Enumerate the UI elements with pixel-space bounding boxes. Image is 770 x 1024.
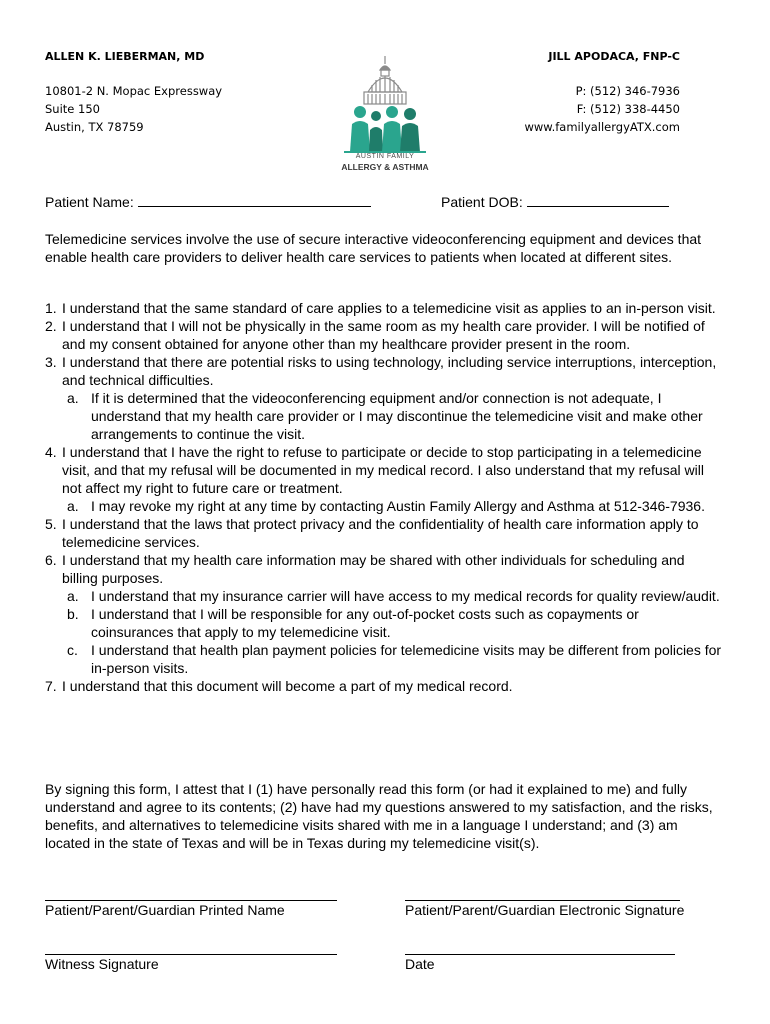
sub-list-item: b. I understand that I will be responsible for any out-of-pocket costs such as copayments or coinsurances that apply to my telemedicine visit. <box>67 606 639 640</box>
address-line-1: 10801-2 N. Mopac Expressway <box>45 84 223 98</box>
witness-signature-label: Witness Signature <box>45 956 159 972</box>
sub-list-item: a. I may revoke my right at any time by contacting Austin Family Allergy and Asthma at 512-346-7936. <box>67 498 705 514</box>
patient-dob-field <box>441 192 669 210</box>
patient-name-field <box>45 192 371 210</box>
website-link[interactable]: www.familyallergyATX.com <box>524 120 680 134</box>
contact-block <box>524 48 680 136</box>
list-item: 3. I understand that there are potential risks to using technology, including service interruptions, interception, and technical difficulties. <box>45 354 717 388</box>
electronic-signature-label: Patient/Parent/Guardian Electronic Signature <box>405 902 685 918</box>
family-figures-icon <box>344 106 426 152</box>
printed-name-label: Patient/Parent/Guardian Printed Name <box>45 902 285 918</box>
patient-name-label: Patient Name: <box>45 194 134 210</box>
date-label: Date <box>405 956 435 972</box>
consent-list <box>45 299 723 695</box>
patient-dob-label: Patient DOB: <box>441 194 523 210</box>
list-item: 7. I understand that this document will become a part of my medical record. <box>45 678 513 694</box>
address-line-2: Suite 150 <box>45 102 100 116</box>
list-item: 4. I understand that I have the right to refuse to participate or decide to stop participating in a telemedicine visit, and that my refusal will be documented in my medical record. I also understand that my refusal will not affect my right to future care or treatment. <box>45 444 704 496</box>
intro-paragraph: Telemedicine services involve the use of secure interactive videoconferencing equipment and devices that enable health care providers to deliver health care services to patients when located at different sites. <box>45 231 702 265</box>
phone-number: P: (512) 346-7936 <box>575 84 680 98</box>
capitol-dome-icon <box>364 56 406 104</box>
list-item: 5. I understand that the laws that protect privacy and the confidentiality of health care information apply to telemedicine services. <box>45 516 699 550</box>
patient-name-input[interactable] <box>138 192 371 207</box>
sub-list-item: a. I understand that my insurance carrier will have access to my medical records for quality review/audit. <box>67 588 720 604</box>
witness-signature-line[interactable] <box>45 954 337 955</box>
electronic-signature-line[interactable] <box>405 900 680 901</box>
date-line[interactable] <box>405 954 675 955</box>
printed-name-line[interactable] <box>45 900 337 901</box>
address-line-3: Austin, TX 78759 <box>45 120 144 134</box>
list-item: 1. I understand that the same standard of care applies to a telemedicine visit as applies to an in-person visit. <box>45 300 716 316</box>
list-item: 2. I understand that I will not be physically in the same room as my health care provider. I will be notified of and my consent obtained for anyone other than my healthcare provider present in the room. <box>45 318 705 352</box>
list-item: 6. I understand that my health care information may be shared with other individuals for scheduling and billing purposes. <box>45 552 685 586</box>
logo-text-allergy-asthma: ALLERGY & ASTHMA <box>341 162 429 172</box>
physician-name: ALLEN K. LIEBERMAN, MD <box>45 50 205 63</box>
attestation-paragraph: By signing this form, I attest that I (1) have personally read this form (or had it explained to me) and fully understand and agree to its contents; (2) have had my questions answered to my satisfaction, and the risks, benefits, and alternatives to telemedicine visits shared with me in a language I understand; and (3) am located in the state of Texas and will be in Texas during my telemedicine visit(s). <box>45 781 713 851</box>
practice-address-block <box>45 48 222 136</box>
logo-text-austin-family: AUSTIN FAMILY <box>355 153 415 160</box>
sub-list-item: a. If it is determined that the videoconferencing equipment and/or connection is not adequate, I understand that my health care provider or I may discontinue the telemedicine visit and make other arrangements to continue the visit. <box>67 390 703 442</box>
sub-list-item: c. I understand that health plan payment policies for telemedicine visits may be different from policies for in-person visits. <box>67 642 722 676</box>
nurse-practitioner-name: JILL APODACA, FNP-C <box>548 50 680 63</box>
fax-number: F: (512) 338-4450 <box>576 102 680 116</box>
patient-dob-input[interactable] <box>527 192 669 207</box>
